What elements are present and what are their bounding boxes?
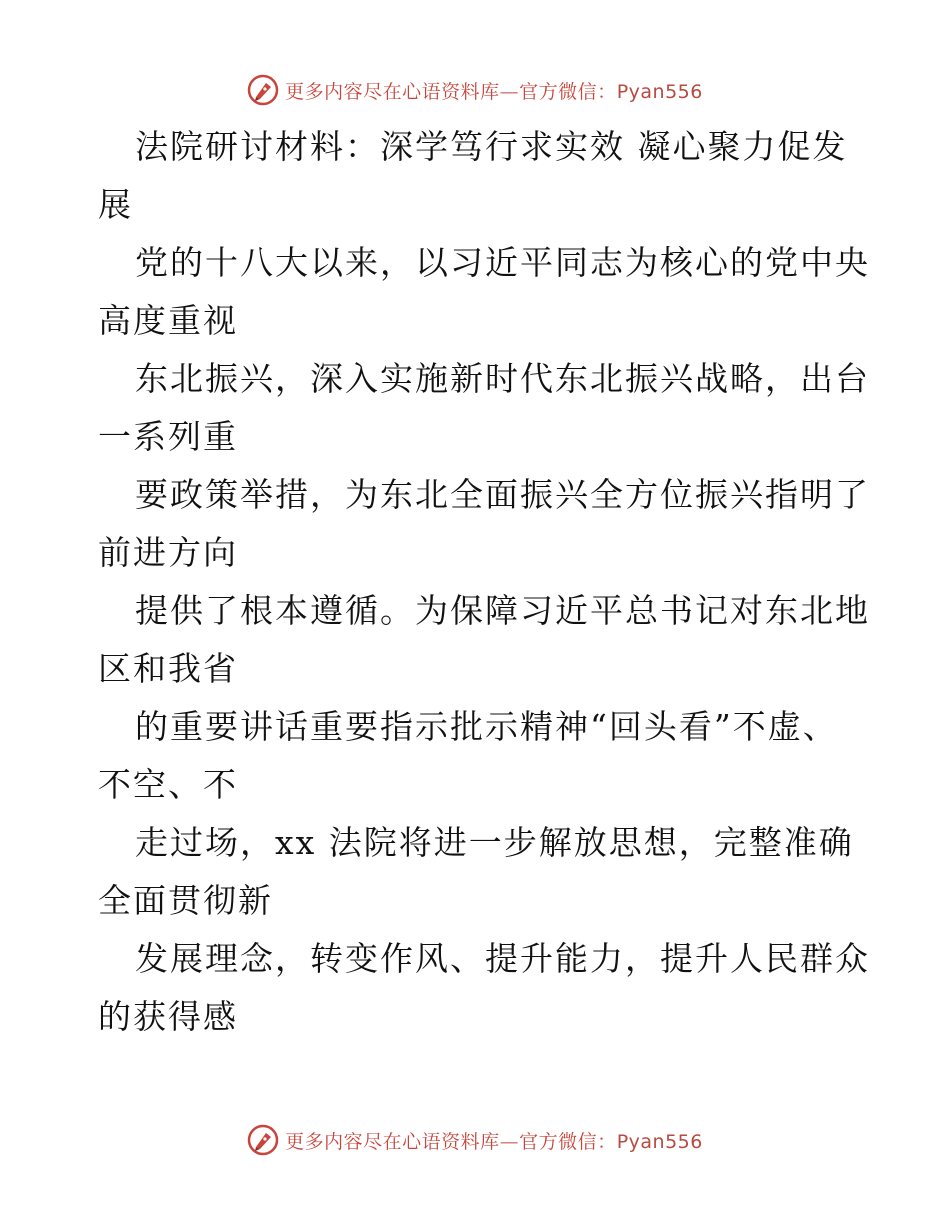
pen-nib-logo-icon: [247, 1124, 279, 1156]
paragraph-line: 一系列重: [98, 417, 238, 456]
paragraph-line: 发展理念，转变作风、提升能力，提升人民群众: [135, 939, 870, 978]
header-banner-dash: —: [499, 80, 520, 103]
pen-nib-logo-icon: [247, 74, 279, 106]
header-banner: [0, 70, 950, 110]
footer-banner-brand: Pyan556: [616, 1130, 703, 1153]
footer-banner-main: 更多内容尽在心语资料库: [285, 1130, 500, 1153]
paragraph-line: 党的十八大以来，以习近平同志为核心的党中央: [135, 243, 870, 282]
footer-banner: [0, 1120, 950, 1160]
paragraph-line: 不空、不: [98, 765, 238, 804]
header-banner-text: [285, 77, 703, 104]
paragraph-line: 提供了根本遵循。为保障习近平总书记对东北地: [135, 591, 870, 630]
document-body: [98, 118, 870, 1046]
paragraph-line: 的获得感: [98, 997, 238, 1036]
paragraph-line: 高度重视: [98, 301, 238, 340]
footer-banner-suffix: 官方微信：: [519, 1130, 617, 1153]
paragraph-line: 区和我省: [98, 649, 238, 688]
header-banner-suffix: 官方微信：: [519, 80, 617, 103]
paragraph-line: 前进方向: [98, 533, 238, 572]
footer-banner-dash: —: [499, 1130, 520, 1153]
paragraph-line: 要政策举措，为东北全面振兴全方位振兴指明了: [135, 475, 870, 514]
footer-banner-text: [285, 1127, 703, 1154]
paragraph-line: 东北振兴，深入实施新时代东北振兴战略，出台: [135, 359, 870, 398]
header-banner-main: 更多内容尽在心语资料库: [285, 80, 500, 103]
paragraph-line: 全面贯彻新: [98, 881, 273, 920]
paragraph-line: 的重要讲话重要指示批示精神“回头看”不虚、: [135, 707, 838, 746]
paragraph-line: 走过场，xx 法院将进一步解放思想，完整准确: [135, 823, 854, 862]
document-title-line-2: 展: [98, 185, 133, 224]
header-banner-brand: Pyan556: [616, 80, 703, 103]
document-title-line-1: 法院研讨材料：深学笃行求实效 凝心聚力促发: [135, 127, 848, 166]
